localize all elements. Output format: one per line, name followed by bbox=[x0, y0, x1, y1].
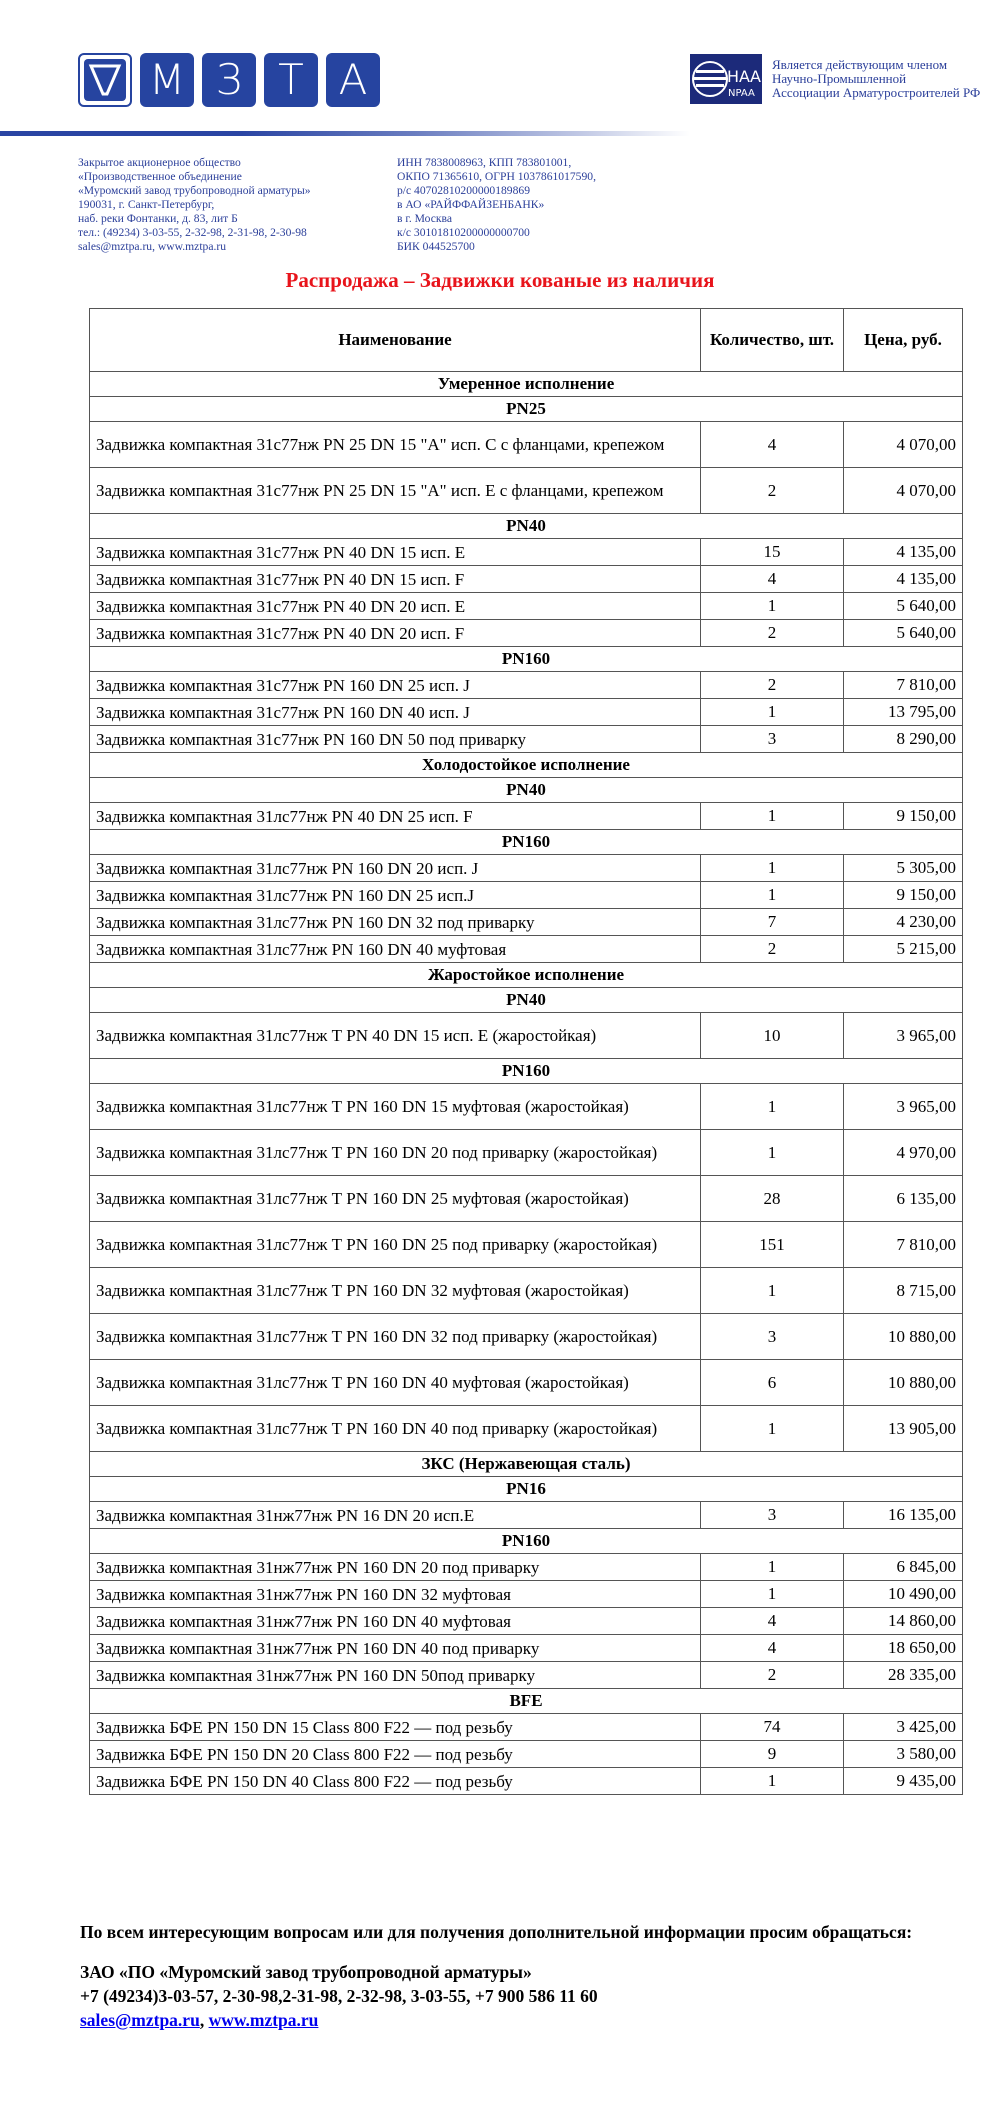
item-name: Задвижка БФЕ PN 150 DN 20 Class 800 F22 — под резьбу bbox=[90, 1741, 701, 1768]
item-price: 4 135,00 bbox=[844, 566, 963, 593]
item-qty: 1 bbox=[701, 882, 844, 909]
item-name: Задвижка компактная 31нж77нж PN 16 DN 20 исп.Е bbox=[90, 1502, 701, 1529]
item-price: 10 880,00 bbox=[844, 1360, 963, 1406]
section-label: ЗКС (Нержавеющая сталь) bbox=[90, 1452, 963, 1477]
item-price: 4 970,00 bbox=[844, 1130, 963, 1176]
section-row bbox=[90, 830, 963, 855]
item-qty: 1 bbox=[701, 1581, 844, 1608]
item-price: 6 135,00 bbox=[844, 1176, 963, 1222]
item-qty: 4 bbox=[701, 1608, 844, 1635]
section-row bbox=[90, 1059, 963, 1084]
table-row bbox=[90, 1768, 963, 1795]
item-qty: 3 bbox=[701, 1314, 844, 1360]
association-line: Ассоциации Арматуростроителей РФ bbox=[772, 85, 981, 100]
table-row bbox=[90, 566, 963, 593]
section-label: PN160 bbox=[90, 1059, 963, 1084]
section-row bbox=[90, 372, 963, 397]
section-row bbox=[90, 514, 963, 539]
item-name: Задвижка компактная 31нж77нж PN 160 DN 32 муфтовая bbox=[90, 1581, 701, 1608]
logo-letter: Т bbox=[264, 53, 318, 107]
association-line: Является действующим членом bbox=[772, 57, 948, 72]
item-price: 4 230,00 bbox=[844, 909, 963, 936]
contact-phones: +7 (49234)3-03-57, 2-30-98,2-31-98, 2-32-98, 3-03-55, +7 900 586 11 60 bbox=[80, 1986, 598, 2006]
valve-emblem-icon bbox=[78, 53, 132, 107]
item-qty: 1 bbox=[701, 699, 844, 726]
table-row bbox=[90, 1581, 963, 1608]
section-label: BFE bbox=[90, 1689, 963, 1714]
section-row bbox=[90, 988, 963, 1013]
item-price: 5 305,00 bbox=[844, 855, 963, 882]
item-qty: 3 bbox=[701, 726, 844, 753]
table-row bbox=[90, 1741, 963, 1768]
table-row bbox=[90, 672, 963, 699]
item-price: 13 795,00 bbox=[844, 699, 963, 726]
item-price: 10 880,00 bbox=[844, 1314, 963, 1360]
item-qty: 15 bbox=[701, 539, 844, 566]
table-row bbox=[90, 699, 963, 726]
address-line: Закрытое акционерное общество bbox=[78, 156, 241, 169]
item-price: 16 135,00 bbox=[844, 1502, 963, 1529]
table-row bbox=[90, 726, 963, 753]
item-price: 14 860,00 bbox=[844, 1608, 963, 1635]
item-name: Задвижка компактная 31лс77нж Т PN 160 DN 32 муфтовая (жаростойкая) bbox=[90, 1268, 701, 1314]
table-row bbox=[90, 909, 963, 936]
table-row bbox=[90, 1222, 963, 1268]
section-row bbox=[90, 1452, 963, 1477]
bank-line: ИНН 7838008963, КПП 783801001, bbox=[397, 156, 572, 169]
table-row bbox=[90, 539, 963, 566]
table-row bbox=[90, 422, 963, 468]
item-name: Задвижка компактная 31лс77нж Т PN 40 DN 15 исп. Е (жаростойкая) bbox=[90, 1013, 701, 1059]
item-price: 4 070,00 bbox=[844, 468, 963, 514]
item-qty: 4 bbox=[701, 566, 844, 593]
section-label: PN40 bbox=[90, 988, 963, 1013]
item-qty: 1 bbox=[701, 1406, 844, 1452]
item-name: Задвижка компактная 31нж77нж PN 160 DN 50под приварку bbox=[90, 1662, 701, 1689]
header-divider bbox=[0, 131, 690, 136]
item-name: Задвижка компактная 31с77нж PN 40 DN 15 исп. F bbox=[90, 566, 701, 593]
item-name: Задвижка компактная 31нж77нж PN 160 DN 40 муфтовая bbox=[90, 1608, 701, 1635]
item-name: Задвижка компактная 31лс77нж Т PN 160 DN 40 муфтовая (жаростойкая) bbox=[90, 1360, 701, 1406]
section-row bbox=[90, 753, 963, 778]
item-price: 8 290,00 bbox=[844, 726, 963, 753]
table-row bbox=[90, 1130, 963, 1176]
table-row bbox=[90, 1554, 963, 1581]
item-price: 7 810,00 bbox=[844, 1222, 963, 1268]
item-price: 9 150,00 bbox=[844, 882, 963, 909]
item-name: Задвижка компактная 31с77нж PN 160 DN 50 под приварку bbox=[90, 726, 701, 753]
section-label: PN40 bbox=[90, 514, 963, 539]
section-row bbox=[90, 647, 963, 672]
item-name: Задвижка компактная 31лс77нж Т PN 160 DN 20 под приварку (жаростойкая) bbox=[90, 1130, 701, 1176]
contact-company: ЗАО «ПО «Муромский завод трубопроводной арматуры» bbox=[80, 1962, 532, 1982]
address-line: 190031, г. Санкт-Петербург, bbox=[78, 198, 215, 211]
item-name: Задвижка компактная 31лс77нж PN 160 DN 40 муфтовая bbox=[90, 936, 701, 963]
item-price: 6 845,00 bbox=[844, 1554, 963, 1581]
item-name: Задвижка компактная 31с77нж PN 40 DN 20 исп. Е bbox=[90, 593, 701, 620]
item-price: 9 435,00 bbox=[844, 1768, 963, 1795]
email-link[interactable]: sales@mztpa.ru bbox=[80, 2010, 200, 2030]
section-row bbox=[90, 397, 963, 422]
item-price: 4 135,00 bbox=[844, 539, 963, 566]
column-header-price: Цена, руб. bbox=[844, 309, 963, 372]
item-qty: 1 bbox=[701, 1268, 844, 1314]
section-label: PN40 bbox=[90, 778, 963, 803]
table-row bbox=[90, 1084, 963, 1130]
section-row bbox=[90, 1477, 963, 1502]
section-label: PN160 bbox=[90, 647, 963, 672]
item-name: Задвижка компактная 31лс77нж Т PN 160 DN 40 под приварку (жаростойкая) bbox=[90, 1406, 701, 1452]
item-name: Задвижка компактная 31с77нж PN 25 DN 15 "А" исп. С с фланцами, крепежом bbox=[90, 422, 701, 468]
item-qty: 28 bbox=[701, 1176, 844, 1222]
item-price: 10 490,00 bbox=[844, 1581, 963, 1608]
item-qty: 2 bbox=[701, 672, 844, 699]
item-name: Задвижка компактная 31с77нж PN 40 DN 15 исп. Е bbox=[90, 539, 701, 566]
item-qty: 1 bbox=[701, 855, 844, 882]
item-price: 3 425,00 bbox=[844, 1714, 963, 1741]
item-price: 5 640,00 bbox=[844, 620, 963, 647]
table-header-row bbox=[90, 309, 963, 372]
section-label: Холодостойкое исполнение bbox=[90, 753, 963, 778]
table-row bbox=[90, 1502, 963, 1529]
address-line: тел.: (49234) 3-03-55, 2-32-98, 2-31-98, 2-30-98 bbox=[78, 226, 307, 239]
table-row bbox=[90, 1635, 963, 1662]
item-name: Задвижка БФЕ PN 150 DN 15 Class 800 F22 — под резьбу bbox=[90, 1714, 701, 1741]
address-line: sales@mztpa.ru, www.mztpa.ru bbox=[78, 240, 227, 253]
item-name: Задвижка компактная 31с77нж PN 40 DN 20 исп. F bbox=[90, 620, 701, 647]
svg-text:NPAA: NPAA bbox=[728, 88, 755, 99]
address-line: «Муромский завод трубопроводной арматуры» bbox=[78, 184, 311, 197]
item-name: Задвижка компактная 31лс77нж PN 160 DN 25 исп.J bbox=[90, 882, 701, 909]
bank-line: БИК 044525700 bbox=[397, 240, 475, 253]
table-row bbox=[90, 1176, 963, 1222]
item-price: 8 715,00 bbox=[844, 1268, 963, 1314]
table-row bbox=[90, 1406, 963, 1452]
item-name: Задвижка компактная 31лс77нж Т PN 160 DN 15 муфтовая (жаростойкая) bbox=[90, 1084, 701, 1130]
item-name: Задвижка компактная 31с77нж PN 25 DN 15 "А" исп. Е с фланцами, крепежом bbox=[90, 468, 701, 514]
item-qty: 74 bbox=[701, 1714, 844, 1741]
item-qty: 1 bbox=[701, 593, 844, 620]
table-row bbox=[90, 620, 963, 647]
item-price: 13 905,00 bbox=[844, 1406, 963, 1452]
association-line: Научно-Промышленной bbox=[772, 71, 907, 86]
association-text bbox=[772, 58, 980, 100]
item-name: Задвижка компактная 31лс77нж Т PN 160 DN 25 муфтовая (жаростойкая) bbox=[90, 1176, 701, 1222]
website-link[interactable]: www.mztpa.ru bbox=[208, 2010, 319, 2030]
section-label: Умеренное исполнение bbox=[90, 372, 963, 397]
logo-letter: А bbox=[326, 53, 380, 107]
item-name: Задвижка компактная 31нж77нж PN 160 DN 20 под приварку bbox=[90, 1554, 701, 1581]
contact-links bbox=[80, 2008, 960, 2032]
price-table bbox=[89, 308, 963, 1795]
item-qty: 2 bbox=[701, 620, 844, 647]
item-qty: 2 bbox=[701, 1662, 844, 1689]
contact-footer bbox=[80, 1920, 960, 2032]
table-row bbox=[90, 1314, 963, 1360]
item-price: 9 150,00 bbox=[844, 803, 963, 830]
section-label: PN160 bbox=[90, 1529, 963, 1554]
contact-prompt: По всем интересующим вопросам или для получения дополнительной информации просим обращаться: bbox=[80, 1922, 913, 1942]
item-price: 7 810,00 bbox=[844, 672, 963, 699]
item-qty: 2 bbox=[701, 468, 844, 514]
section-row bbox=[90, 1529, 963, 1554]
section-label: PN160 bbox=[90, 830, 963, 855]
table-row bbox=[90, 882, 963, 909]
table-row bbox=[90, 1662, 963, 1689]
svg-text:НАА: НАА bbox=[727, 67, 761, 86]
item-name: Задвижка компактная 31лс77нж PN 160 DN 20 исп. J bbox=[90, 855, 701, 882]
table-row bbox=[90, 936, 963, 963]
table-row bbox=[90, 1608, 963, 1635]
item-price: 3 580,00 bbox=[844, 1741, 963, 1768]
section-label: PN16 bbox=[90, 1477, 963, 1502]
section-label: Жаростойкое исполнение bbox=[90, 963, 963, 988]
table-row bbox=[90, 803, 963, 830]
table-row bbox=[90, 1714, 963, 1741]
bank-line: к/с 30101810200000000700 bbox=[397, 226, 530, 239]
item-qty: 6 bbox=[701, 1360, 844, 1406]
item-price: 5 215,00 bbox=[844, 936, 963, 963]
item-name: Задвижка компактная 31лс77нж Т PN 160 DN 25 под приварку (жаростойкая) bbox=[90, 1222, 701, 1268]
logo-letter: М bbox=[140, 53, 194, 107]
address-line: «Производственное объединение bbox=[78, 170, 242, 183]
address-line: наб. реки Фонтанки, д. 83, лит Б bbox=[78, 212, 238, 225]
section-row bbox=[90, 963, 963, 988]
item-name: Задвижка БФЕ PN 150 DN 40 Class 800 F22 — под резьбу bbox=[90, 1768, 701, 1795]
table-row bbox=[90, 593, 963, 620]
table-row bbox=[90, 468, 963, 514]
bank-line: в АО «РАЙФФАЙЗЕНБАНК» bbox=[397, 198, 545, 211]
item-qty: 3 bbox=[701, 1502, 844, 1529]
item-qty: 7 bbox=[701, 909, 844, 936]
section-label: PN25 bbox=[90, 397, 963, 422]
item-qty: 10 bbox=[701, 1013, 844, 1059]
table-row bbox=[90, 855, 963, 882]
item-price: 3 965,00 bbox=[844, 1013, 963, 1059]
table-row bbox=[90, 1268, 963, 1314]
item-price: 18 650,00 bbox=[844, 1635, 963, 1662]
item-qty: 1 bbox=[701, 1554, 844, 1581]
section-row bbox=[90, 1689, 963, 1714]
item-qty: 151 bbox=[701, 1222, 844, 1268]
column-header-qty: Количество, шт. bbox=[701, 309, 844, 372]
link-separator: , bbox=[199, 2010, 209, 2030]
company-bank-details bbox=[397, 156, 596, 254]
bank-line: в г. Москва bbox=[397, 212, 452, 225]
item-name: Задвижка компактная 31нж77нж PN 160 DN 40 под приварку bbox=[90, 1635, 701, 1662]
section-row bbox=[90, 778, 963, 803]
item-name: Задвижка компактная 31с77нж PN 160 DN 40 исп. J bbox=[90, 699, 701, 726]
item-price: 3 965,00 bbox=[844, 1084, 963, 1130]
npaa-logo-icon bbox=[690, 54, 762, 104]
page-title: Распродажа – Задвижки кованые из наличия bbox=[285, 268, 715, 292]
item-name: Задвижка компактная 31лс77нж Т PN 160 DN 32 под приварку (жаростойкая) bbox=[90, 1314, 701, 1360]
item-name: Задвижка компактная 31с77нж PN 160 DN 25 исп. J bbox=[90, 672, 701, 699]
item-name: Задвижка компактная 31лс77нж PN 160 DN 32 под приварку bbox=[90, 909, 701, 936]
table-row bbox=[90, 1013, 963, 1059]
item-price: 5 640,00 bbox=[844, 593, 963, 620]
item-qty: 1 bbox=[701, 1768, 844, 1795]
logo-letter: З bbox=[202, 53, 256, 107]
bank-line: р/с 40702810200000189869 bbox=[397, 184, 530, 197]
mzta-logo bbox=[78, 53, 380, 107]
association-block bbox=[690, 54, 980, 104]
item-price: 28 335,00 bbox=[844, 1662, 963, 1689]
item-qty: 1 bbox=[701, 1084, 844, 1130]
column-header-name: Наименование bbox=[90, 309, 701, 372]
table-row bbox=[90, 1360, 963, 1406]
table-body bbox=[90, 372, 963, 1795]
item-price: 4 070,00 bbox=[844, 422, 963, 468]
company-address bbox=[78, 156, 311, 254]
item-qty: 2 bbox=[701, 936, 844, 963]
item-qty: 1 bbox=[701, 1130, 844, 1176]
item-qty: 4 bbox=[701, 422, 844, 468]
item-qty: 4 bbox=[701, 1635, 844, 1662]
bank-line: ОКПО 71365610, ОГРН 1037861017590, bbox=[397, 170, 596, 183]
item-qty: 9 bbox=[701, 1741, 844, 1768]
item-name: Задвижка компактная 31лс77нж PN 40 DN 25 исп. F bbox=[90, 803, 701, 830]
item-qty: 1 bbox=[701, 803, 844, 830]
